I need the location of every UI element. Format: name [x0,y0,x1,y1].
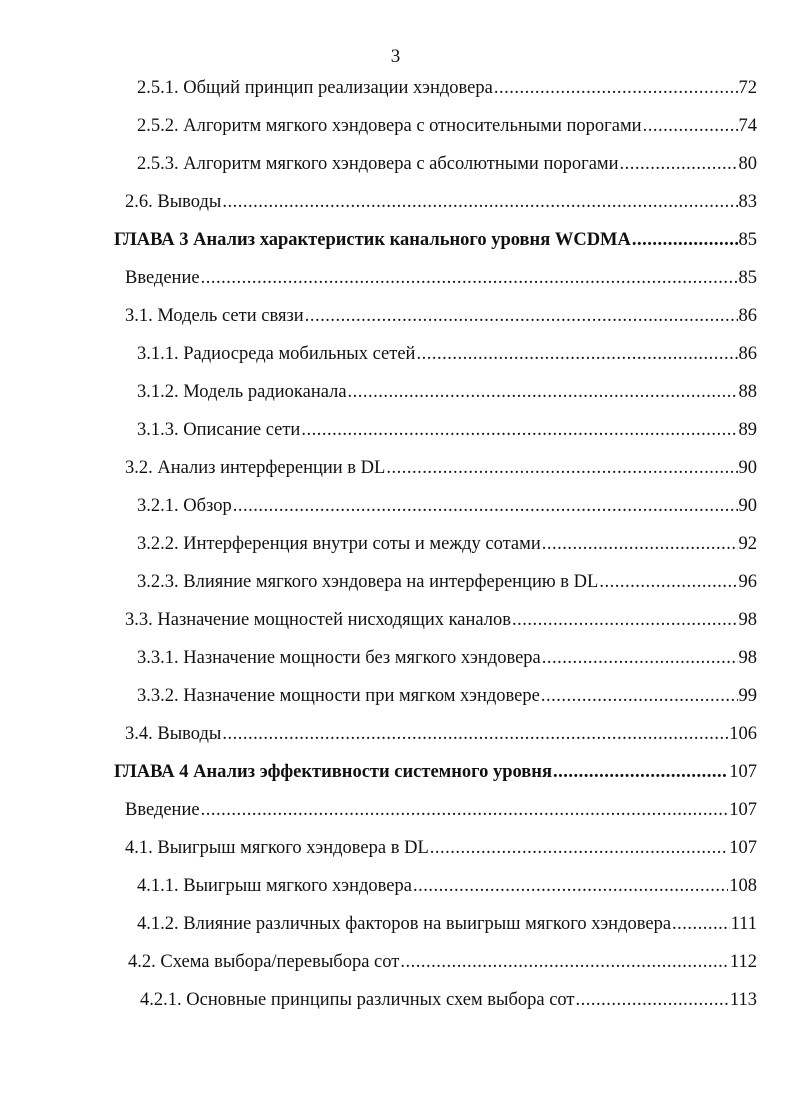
toc-entry [137,532,757,556]
toc-entry-title: 3.1.2. Модель радиоканала [137,382,347,402]
toc-dot-leader [512,608,737,632]
toc-entry-page: 92 [738,534,757,554]
toc-entry [128,950,757,974]
toc-entry [125,798,757,822]
toc-dot-leader [201,266,738,290]
page-number: 3 [390,46,401,67]
toc-entry-page: 106 [729,724,757,744]
toc-entry-page: 98 [738,648,757,668]
toc-entry-page: 83 [738,192,757,212]
toc-entry-page: 90 [738,496,757,516]
toc-entry [140,988,757,1012]
toc-entry-title: 4.1.2. Влияние различных факторов на выигрыш мягкого хэндовера [137,914,672,934]
toc-dot-leader [233,494,738,518]
toc-entry [137,418,757,442]
toc-entry [137,912,757,936]
toc-entry-page: 107 [729,762,757,782]
toc-dot-leader [348,380,738,404]
toc-entry-title: 3.3.2. Назначение мощности при мягком хэндовере [137,686,540,706]
toc-entry [137,494,757,518]
toc-dot-leader [386,456,737,480]
toc-entry-title: 2.6. Выводы [125,192,222,212]
toc-dot-leader [576,988,729,1012]
toc-dot-leader [620,152,738,176]
toc-entry-title: 3.3.1. Назначение мощности без мягкого хэндовера [137,648,541,668]
toc-dot-leader [301,418,737,442]
toc-entry-title: Введение [125,800,200,820]
toc-entry-page: 88 [738,382,757,402]
toc-entry-title: 3.2. Анализ интерференции в DL [125,458,386,478]
toc-entry-title: 2.5.3. Алгоритм мягкого хэндовера с абсолютными порогами [137,154,619,174]
toc-entry-title: 2.5.1. Общий принцип реализации хэндовера [137,78,493,98]
toc-dot-leader [222,722,728,746]
toc-entry-title: 3.3. Назначение мощностей нисходящих каналов [125,610,512,630]
toc-dot-leader [494,76,738,100]
toc-entry [125,190,757,214]
toc-entry-title: ГЛАВА 3 Анализ характеристик канального уровня WCDMA [114,230,631,250]
toc-entry-title: 3.1. Модель сети связи [125,306,304,326]
toc-entry-title: 3.2.3. Влияние мягкого хэндовера на интерференцию в DL [137,572,599,592]
toc-entry [137,570,757,594]
toc-entry-title: Введение [125,268,200,288]
toc-entry-page: 89 [738,420,757,440]
toc-entry [125,304,757,328]
toc-dot-leader [643,114,738,138]
toc-entry-page: 107 [729,838,757,858]
toc-entry-title: 3.2.1. Обзор [137,496,232,516]
toc-entry [125,722,757,746]
toc-entry-page: 90 [738,458,757,478]
toc-entry-page: 108 [729,876,757,896]
toc-dot-leader [542,646,738,670]
toc-entry-page: 85 [738,268,757,288]
toc-entry-page: 80 [738,154,757,174]
toc-dot-leader [541,684,738,708]
toc-entry [137,76,757,100]
toc-entry-page: 99 [738,686,757,706]
toc-dot-leader [305,304,738,328]
toc-entry-title: 3.1.1. Радиосреда мобильных сетей [137,344,416,364]
toc-dot-leader [542,532,738,556]
toc-entry-title: 2.5.2. Алгоритм мягкого хэндовера с относительными порогами [137,116,642,136]
toc-entry-title: 3.4. Выводы [125,724,222,744]
toc-dot-leader [599,570,737,594]
toc-dot-leader [400,950,729,974]
toc-entry-title: 4.1.1. Выигрыш мягкого хэндовера [137,876,412,896]
toc-entry [137,646,757,670]
toc-entry [137,874,757,898]
toc-dot-leader [430,836,729,860]
toc-dot-leader [672,912,730,936]
toc-chapter-entry [114,228,757,252]
toc-entry-page: 111 [730,914,757,934]
toc-entry-page: 74 [738,116,757,136]
toc-entry-page: 86 [738,306,757,326]
toc-dot-leader [416,342,737,366]
toc-entry-page: 72 [738,78,757,98]
toc-entry-title: 4.1. Выигрыш мягкого хэндовера в DL [125,838,429,858]
toc-entry-page: 85 [738,230,757,250]
toc-entry-title: 3.1.3. Описание сети [137,420,301,440]
toc-entry [125,456,757,480]
toc-entry [137,684,757,708]
toc-entry-page: 96 [738,572,757,592]
toc-entry [137,342,757,366]
toc-entry-title: 3.2.2. Интерференция внутри соты и между сотами [137,534,541,554]
toc-entry [125,836,757,860]
toc-dot-leader [553,760,728,784]
toc-entry-title: 4.2.1. Основные принципы различных схем выбора сот [140,990,575,1010]
toc-entry-page: 112 [729,952,757,972]
toc-chapter-entry [114,760,757,784]
toc-entry [125,608,757,632]
toc-entry [125,266,757,290]
toc-entry-page: 86 [738,344,757,364]
toc-entry [137,114,757,138]
toc-entry [137,380,757,404]
toc-entry-title: ГЛАВА 4 Анализ эффективности системного уровня [114,762,552,782]
toc-entry [137,152,757,176]
toc-dot-leader [632,228,738,252]
toc-entry-title: 4.2. Схема выбора/перевыбора сот [128,952,400,972]
toc-entry-page: 113 [729,990,757,1010]
toc-dot-leader [222,190,737,214]
toc-dot-leader [201,798,729,822]
toc-dot-leader [413,874,728,898]
toc-entry-page: 107 [729,800,757,820]
toc-entry-page: 98 [738,610,757,630]
